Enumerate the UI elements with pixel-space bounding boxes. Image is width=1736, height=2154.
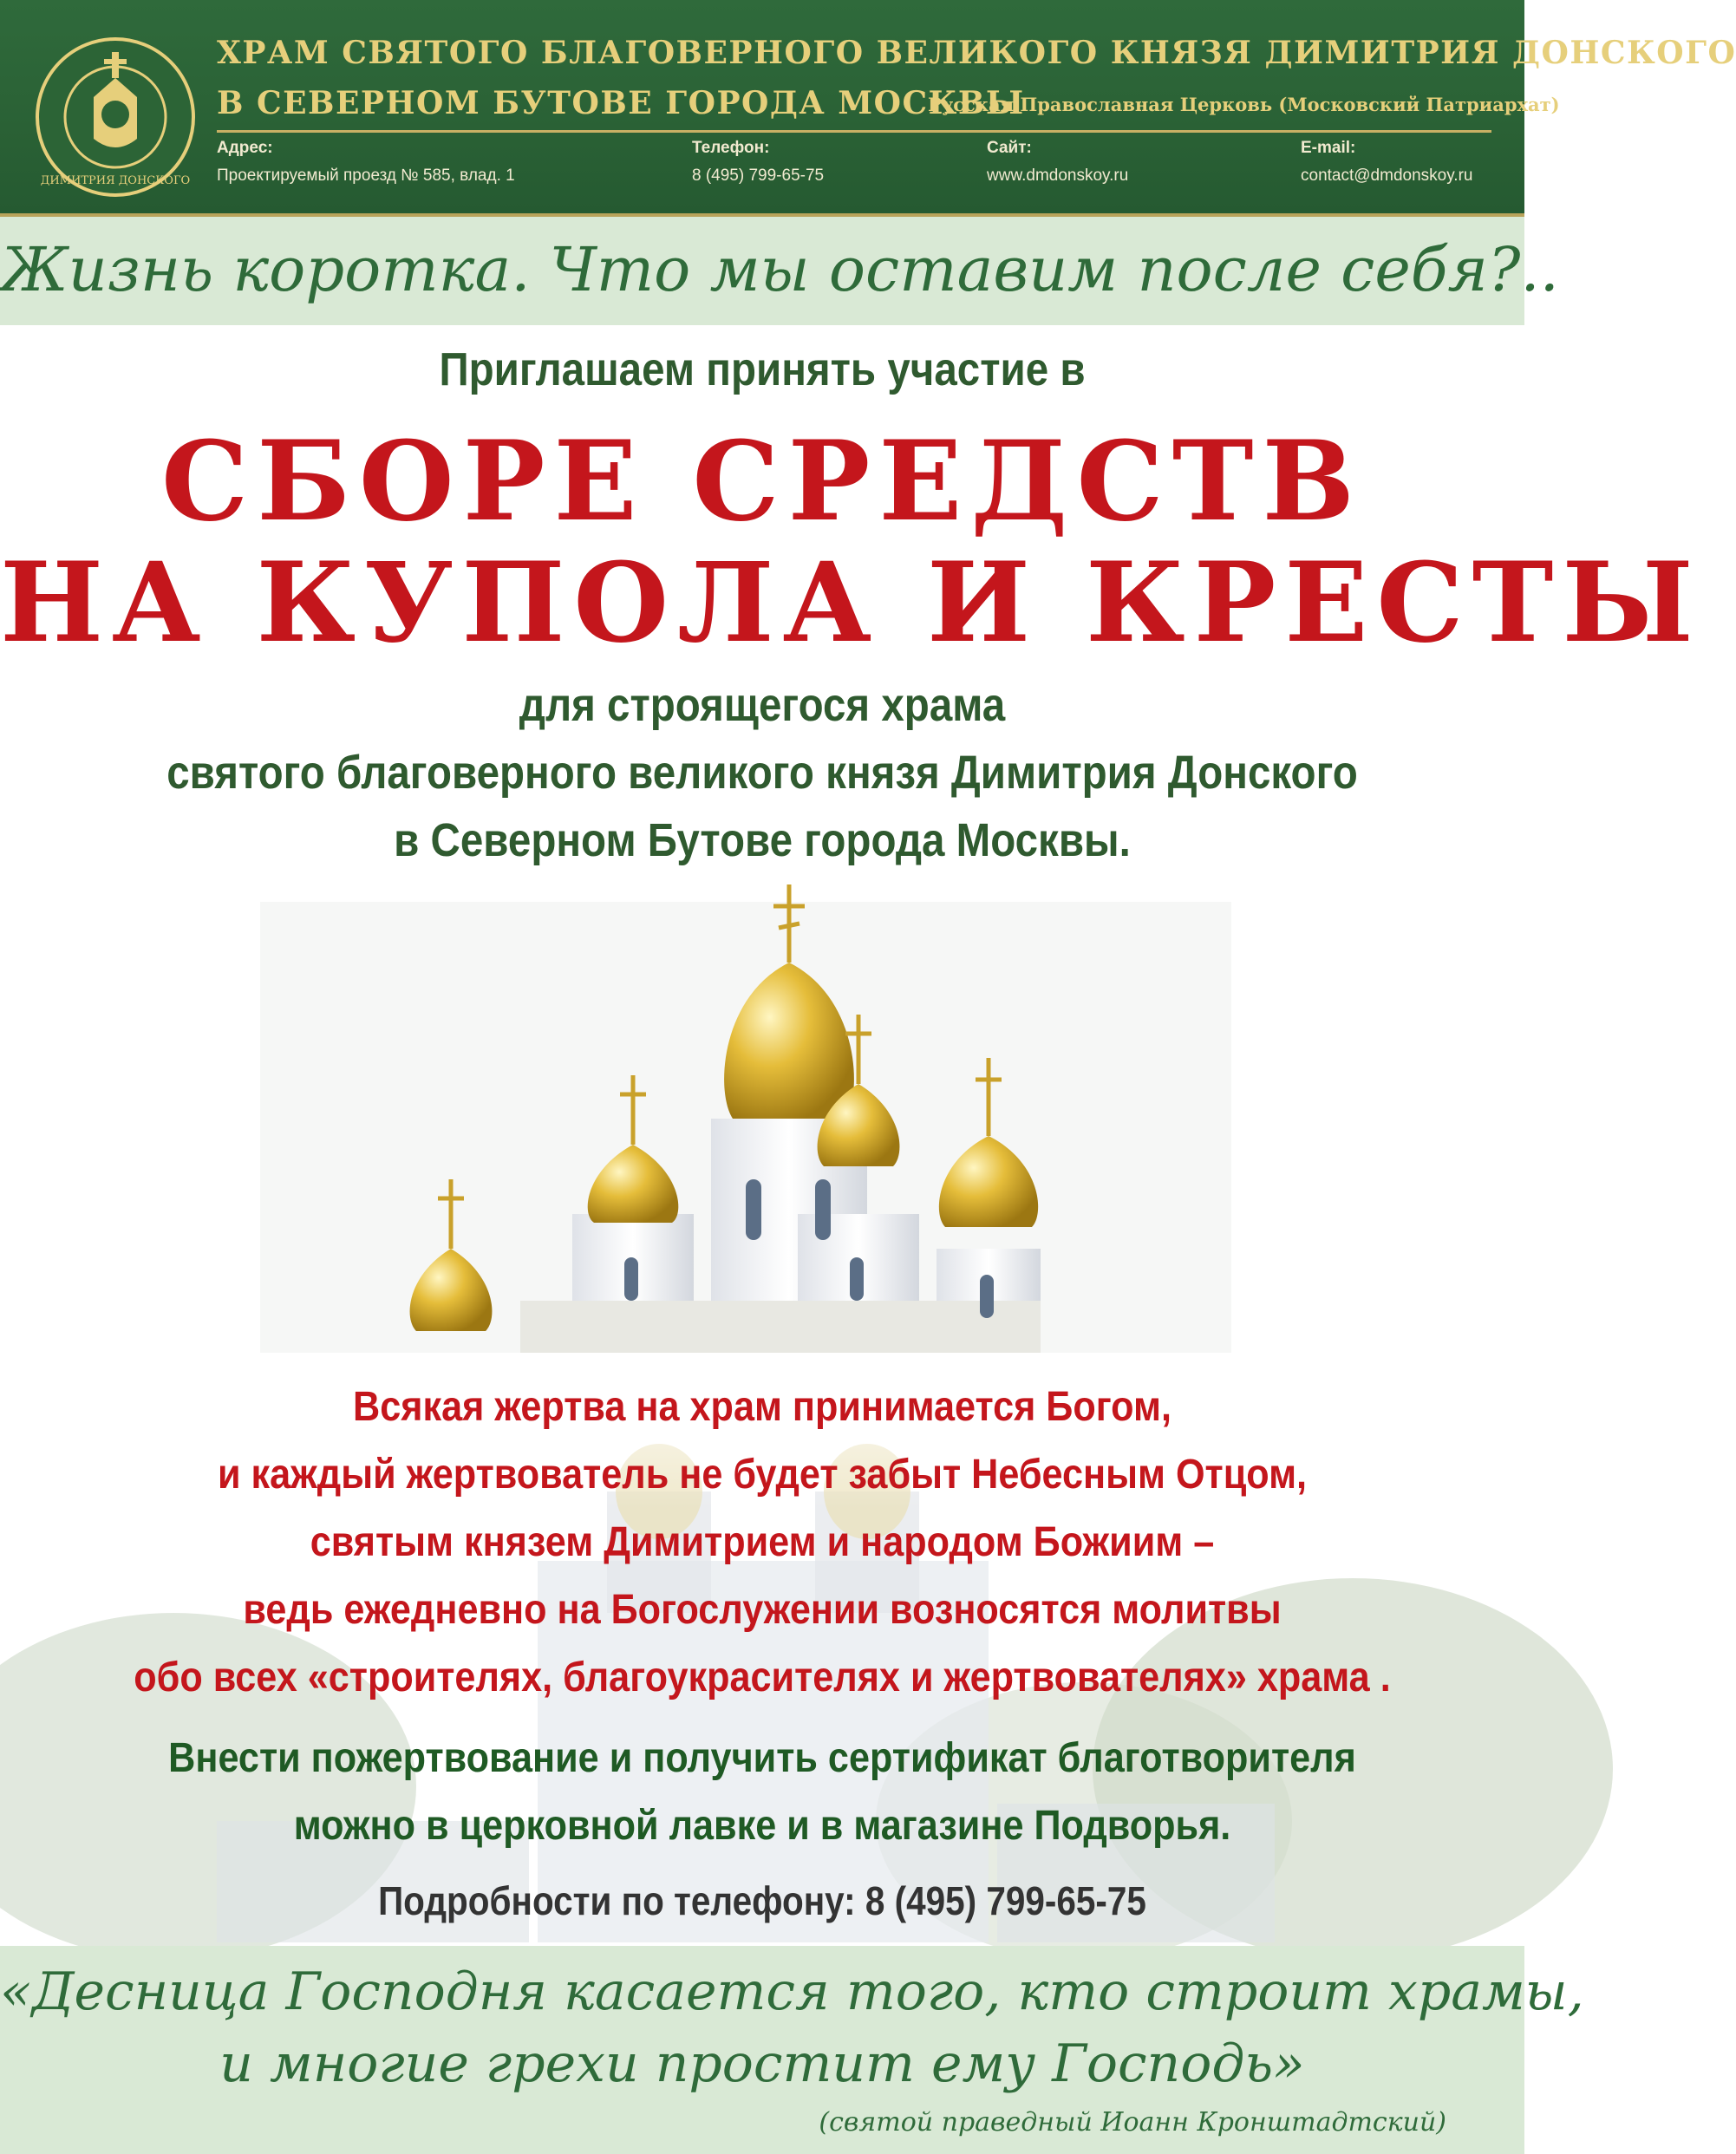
red-line-3: святым князем Димитрием и народом Божиим – [310, 1519, 1215, 1565]
headline-line1: СБОРЕ СРЕДСТВ [160, 417, 1363, 545]
site-label: Сайт: [987, 139, 1032, 157]
green-line-2: можно в церковной лавке и в магазине Подворья. [293, 1803, 1231, 1849]
site-block [987, 139, 1128, 186]
sub-line1: для строящегося храма [519, 679, 1006, 731]
address-block [217, 139, 515, 186]
church-subtitle: Русская Православная Церковь (Московский Патриархат) [928, 94, 1560, 115]
sub-line3: в Северном Бутове города Москвы. [394, 814, 1131, 866]
temple-title-line1: ХРАМ СВЯТОГО БЛАГОВЕРНОГО ВЕЛИКОГО КНЯЗЯ ДИМИТРИЯ ДОНСКОГО [217, 35, 1736, 71]
temple-title-line2: В СЕВЕРНОМ БУТОВЕ ГОРОДА МОСКВЫ [217, 85, 1025, 121]
golden-domes-icon [260, 867, 1231, 1353]
motto: Жизнь коротка. Что мы оставим после себя?.. [0, 234, 1559, 305]
green-line-1: Внести пожертвование и получить сертификат благотворителя [168, 1735, 1356, 1781]
invite-line: Приглашаем принять участие в [439, 343, 1086, 395]
red-line-5: обо всех «строителях, благоукрасителях и жертвователях» храма . [134, 1655, 1391, 1700]
email-link[interactable]: contact@dmdonskoy.ru [1301, 166, 1473, 185]
header-divider [217, 130, 1491, 133]
email-block [1301, 139, 1472, 186]
header [0, 0, 1736, 217]
red-line-2: и каждый жертвователь не будет забыт Небесным Отцом, [217, 1452, 1308, 1498]
church-seal-icon [33, 35, 198, 199]
red-line-4: ведь ежедневно на Богослужении возносятся молитвы [243, 1587, 1282, 1633]
headline-line2: НА КУПОЛА И КРЕСТЫ [0, 538, 1702, 667]
email-label: E-mail: [1301, 139, 1356, 157]
address-label: Адрес: [217, 139, 273, 157]
phone-block [692, 139, 824, 186]
address-value: Проектируемый проезд № 585, влад. 1 [217, 166, 515, 185]
quote-line2: и многие грехи простит ему Господь» [219, 2033, 1305, 2094]
red-line-1: Всякая жертва на храм принимается Богом, [353, 1384, 1171, 1430]
quote-author: (святой праведный Иоанн Кронштадтский) [819, 2107, 1446, 2138]
svg-text:ДИМИТРИЯ ДОНСКОГО: ДИМИТРИЯ ДОНСКОГО [40, 174, 191, 187]
phone-value: 8 (495) 799-65-75 [692, 166, 825, 185]
phone-info-line: Подробности по телефону: 8 (495) 799-65-75 [378, 1878, 1146, 1923]
site-link[interactable]: www.dmdonskoy.ru [987, 166, 1129, 185]
quote-line1: «Десница Господня касается того, кто строит храмы, [0, 1961, 1584, 2022]
sub-line2: святого благоверного великого князя Димитрия Донского [166, 747, 1358, 799]
phone-label: Телефон: [692, 139, 770, 157]
